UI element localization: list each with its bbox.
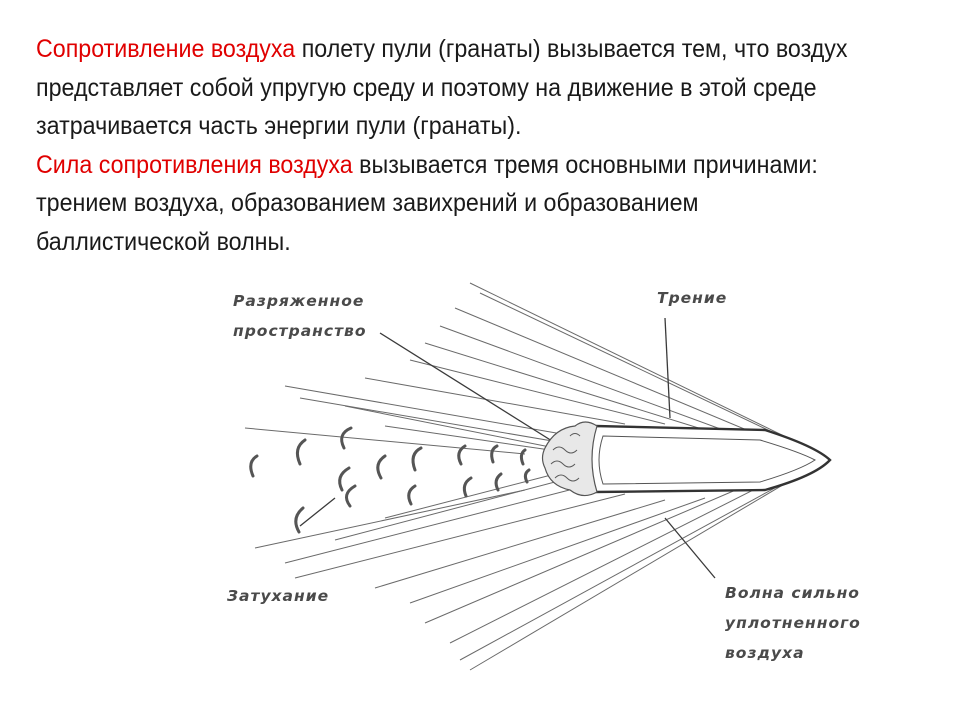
label-compressed-air-wave xyxy=(725,578,861,668)
bullet-body xyxy=(590,426,830,492)
paragraph-resistance-force-text: вызывается тремя основными причинами: трением воздуха, образованием завихрений и образованием баллистической волны. xyxy=(36,150,818,256)
paragraph-air-resistance xyxy=(36,30,873,146)
label-wave-line2: уплотненного xyxy=(725,614,861,632)
label-friction: Трение xyxy=(657,289,728,307)
label-wave-line1: Волна сильно xyxy=(725,584,860,602)
highlight-resistance-force: Сила сопротивления воздуха xyxy=(36,150,353,179)
bullet-air-resistance-diagram xyxy=(225,278,895,678)
paragraph-air-resistance-text: полету пули (гранаты) вызывается тем, что воздух представляет собой упругую среду и поэтому на движение в этой среде затрачивается часть энергии пули (гранаты). xyxy=(36,35,848,140)
label-rarefied-space xyxy=(233,286,367,346)
highlight-air-resistance: Сопротивление воздуха xyxy=(36,35,296,63)
label-wave-line3: воздуха xyxy=(725,644,805,662)
text-block xyxy=(36,30,873,261)
label-rarefied-line1: Разряженное xyxy=(233,292,365,310)
paragraph-resistance-force xyxy=(36,146,873,262)
friction-turbulence xyxy=(543,422,598,496)
label-damping: Затухание xyxy=(227,587,330,605)
label-rarefied-line2: пространство xyxy=(233,322,367,340)
